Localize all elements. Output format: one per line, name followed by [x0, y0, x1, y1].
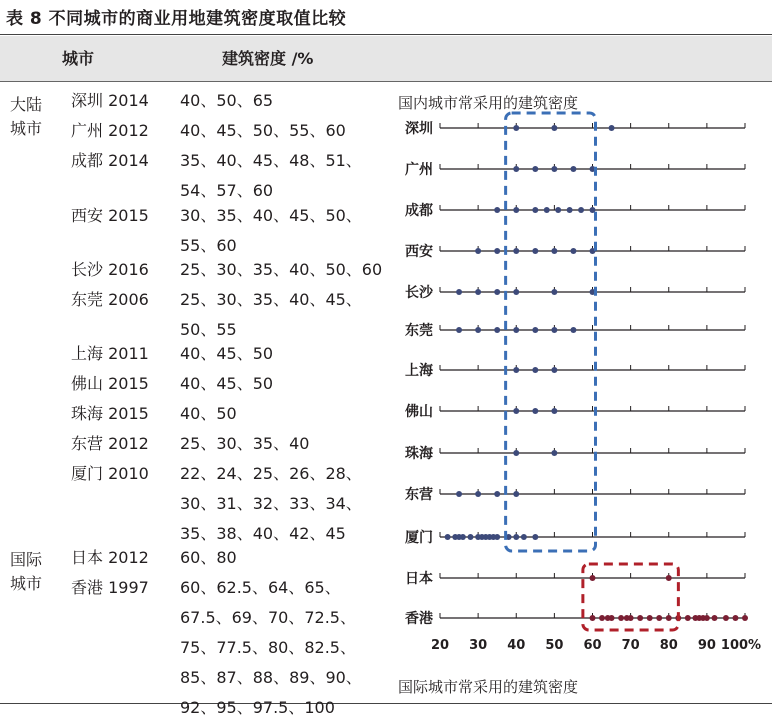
series-label: 厦门: [405, 530, 433, 546]
data-point: [742, 615, 748, 621]
series-label: 西安: [405, 244, 433, 260]
data-point: [468, 534, 474, 540]
header-city: 城市: [62, 49, 95, 68]
x-tick-label: 70: [621, 638, 640, 653]
city-year-cell: 香港 1997: [71, 578, 149, 597]
density-values-cell: 40、45、50、55、60: [180, 121, 346, 140]
x-tick-label: 30: [469, 638, 488, 653]
series-label: 东营: [405, 487, 433, 503]
data-point: [513, 125, 519, 131]
data-point: [494, 534, 500, 540]
data-point: [567, 207, 573, 213]
data-point: [494, 327, 500, 333]
data-point: [513, 327, 519, 333]
chart-caption-top: 国内城市常采用的建筑密度: [398, 94, 579, 112]
data-point: [475, 248, 481, 254]
city-year-cell: 东莞 2006: [71, 290, 149, 309]
data-point: [704, 615, 710, 621]
city-year-cell: 成都 2014: [71, 151, 149, 170]
data-point: [551, 450, 557, 456]
city-year-cell: 广州 2012: [71, 121, 149, 140]
data-point: [578, 207, 584, 213]
data-point: [551, 327, 557, 333]
density-values-cell: 25、30、35、40、50、60: [180, 260, 383, 279]
density-values-cell: 25、30、35、40: [180, 434, 310, 453]
density-values-cell: 40、45、50: [180, 374, 274, 393]
data-point: [445, 534, 451, 540]
data-point: [475, 289, 481, 295]
data-point: [618, 615, 624, 621]
data-point: [647, 615, 653, 621]
city-year-cell: 西安 2015: [71, 206, 149, 225]
data-point: [590, 615, 596, 621]
data-point: [656, 615, 662, 621]
data-point: [532, 327, 538, 333]
data-point: [513, 166, 519, 172]
series-label: 长沙: [405, 285, 433, 301]
data-point: [532, 248, 538, 254]
data-point: [513, 491, 519, 497]
density-values-cell: 30、35、40、45、50、 55、60: [180, 206, 362, 255]
density-values-cell: 35、40、45、48、51、 54、57、60: [180, 151, 362, 200]
density-values-cell: 40、50: [180, 404, 237, 423]
city-year-cell: 日本 2012: [71, 548, 149, 567]
data-point: [460, 534, 466, 540]
city-year-cell: 上海 2011: [71, 344, 149, 363]
density-values-cell: 40、50、65: [180, 91, 274, 110]
data-point: [475, 327, 481, 333]
data-point: [551, 248, 557, 254]
density-values-cell: 22、24、25、26、28、 30、31、32、33、34、 35、38、40、42、45: [180, 464, 362, 543]
data-point: [570, 166, 576, 172]
city-year-cell: 长沙 2016: [71, 260, 149, 279]
data-point: [555, 207, 561, 213]
series-label: 成都: [405, 203, 433, 219]
chart-caption-bottom: 国际城市常采用的建筑密度: [398, 678, 579, 696]
data-point: [494, 289, 500, 295]
city-year-cell: 厦门 2010: [71, 464, 149, 483]
city-year-cell: 佛山 2015: [71, 374, 149, 393]
data-point: [666, 615, 672, 621]
data-point: [532, 166, 538, 172]
data-point: [532, 408, 538, 414]
city-year-cell: 深圳 2014: [71, 91, 149, 110]
data-point: [475, 491, 481, 497]
data-point: [532, 207, 538, 213]
series-label: 香港: [405, 611, 433, 627]
city-year-cell: 珠海 2015: [71, 404, 149, 423]
x-tick-label: 20: [430, 638, 450, 653]
data-point: [456, 289, 462, 295]
data-point: [513, 534, 519, 540]
data-point: [544, 207, 550, 213]
series-label: 珠海: [405, 446, 433, 462]
data-point: [532, 367, 538, 373]
data-point: [521, 534, 527, 540]
data-point: [532, 534, 538, 540]
data-point: [666, 575, 672, 581]
data-point: [513, 408, 519, 414]
series-label: 深圳: [405, 121, 433, 137]
density-values-cell: 60、62.5、64、65、 67.5、69、70、72.5、 75、77.5、80、82.5、 85、87、88、89、90、 92、95、97.5、100: [180, 578, 362, 717]
data-point: [513, 289, 519, 295]
data-point: [494, 248, 500, 254]
data-point: [551, 367, 557, 373]
data-point: [590, 575, 596, 581]
data-point: [513, 367, 519, 373]
data-point: [599, 615, 605, 621]
header-density: 建筑密度 /%: [222, 49, 314, 68]
data-point: [551, 289, 557, 295]
x-tick-label: 60: [583, 638, 602, 653]
series-label: 佛山: [405, 404, 433, 420]
data-point: [732, 615, 738, 621]
data-point: [712, 615, 718, 621]
x-tick-label: 90: [697, 638, 716, 653]
data-point: [456, 327, 462, 333]
series-label: 广州: [405, 162, 433, 178]
series-label: 东莞: [405, 323, 433, 339]
data-point: [513, 207, 519, 213]
data-point: [551, 408, 557, 414]
x-tick-label: 40: [507, 638, 526, 653]
data-point: [570, 248, 576, 254]
data-point: [637, 615, 643, 621]
density-values-cell: 40、45、50: [180, 344, 274, 363]
domestic-range-highlight: [506, 113, 596, 551]
city-year-cell: 东营 2012: [71, 434, 149, 453]
table-title: 表 8 不同城市的商业用地建筑密度取值比较: [6, 9, 347, 29]
density-values-cell: 25、30、35、40、45、 50、55: [180, 290, 362, 339]
region-label: 国际 城市: [10, 550, 43, 593]
data-point: [494, 207, 500, 213]
data-point: [513, 248, 519, 254]
density-values-cell: 60、80: [180, 548, 237, 567]
x-tick-label: 50: [545, 638, 564, 653]
data-point: [494, 491, 500, 497]
data-point: [570, 327, 576, 333]
data-point: [609, 615, 615, 621]
data-point: [456, 491, 462, 497]
region-label: 大陆 城市: [10, 95, 43, 138]
data-point: [628, 615, 634, 621]
data-point: [685, 615, 691, 621]
x-tick-label: 80: [659, 638, 678, 653]
series-label: 日本: [405, 571, 433, 587]
data-point: [609, 125, 615, 131]
data-point: [723, 615, 729, 621]
data-point: [551, 166, 557, 172]
series-label: 上海: [405, 363, 433, 379]
x-tick-label: 100%: [720, 638, 762, 653]
data-point: [551, 125, 557, 131]
data-point: [513, 450, 519, 456]
